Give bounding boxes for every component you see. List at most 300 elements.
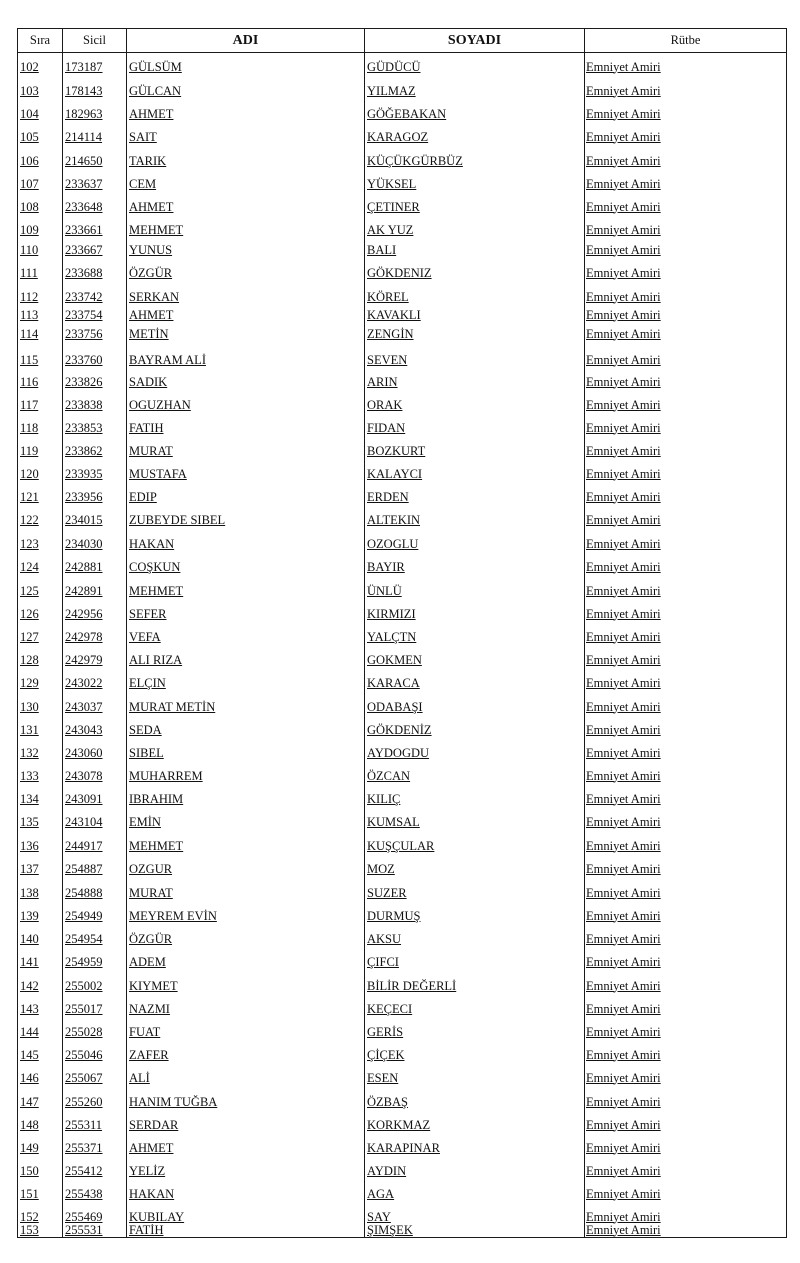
cell-adi (127, 1039, 365, 1062)
cell-sicil-text: 173187 (65, 59, 103, 74)
cell-rutbe (585, 280, 787, 304)
cell-sira (18, 644, 63, 667)
cell-rutbe-text: Emniyet Amiri (586, 1024, 661, 1039)
cell-rutbe (585, 322, 787, 341)
cell-rutbe-text: Emniyet Amiri (586, 1094, 661, 1109)
cell-rutbe (585, 1062, 787, 1085)
cell-soyadi (365, 527, 585, 551)
cell-sicil (63, 257, 127, 280)
cell-rutbe (585, 1155, 787, 1178)
cell-sira-text: 133 (20, 768, 39, 783)
cell-soyadi (365, 98, 585, 121)
cell-rutbe (585, 1085, 787, 1109)
cell-rutbe-text: Emniyet Amiri (586, 129, 661, 144)
cell-soyadi-text: KARACA (367, 675, 420, 690)
cell-adi-text: HAKAN (129, 1186, 175, 1201)
cell-sira (18, 389, 63, 412)
cell-soyadi (365, 168, 585, 191)
cell-sira (18, 969, 63, 993)
cell-soyadi (365, 946, 585, 969)
cell-adi-text: ELÇIN (129, 675, 166, 690)
cell-sicil-text: 233756 (65, 326, 103, 341)
cell-adi (127, 237, 365, 257)
cell-sicil (63, 1016, 127, 1039)
cell-soyadi-text: BOZKURT (367, 443, 426, 458)
cell-rutbe-text: Emniyet Amiri (586, 606, 661, 621)
cell-adi-text: FATIH (129, 420, 164, 435)
cell-sira-text: 147 (20, 1094, 39, 1109)
cell-rutbe-text: Emniyet Amiri (586, 1001, 661, 1016)
table-row (18, 367, 787, 389)
cell-sira (18, 237, 63, 257)
cell-adi-text: SERKAN (129, 289, 180, 304)
cell-soyadi (365, 214, 585, 237)
cell-soyadi (365, 304, 585, 322)
cell-rutbe (585, 53, 787, 74)
cell-sira-text: 121 (20, 489, 39, 504)
cell-rutbe (585, 144, 787, 168)
cell-adi-text: HANIM TUĞBA (129, 1094, 218, 1109)
cell-sicil (63, 458, 127, 481)
cell-adi-text: MEHMET (129, 583, 184, 598)
cell-adi (127, 481, 365, 504)
cell-sira-text: 122 (20, 512, 39, 527)
cell-sicil (63, 783, 127, 806)
cell-soyadi-text: KILIÇ (367, 791, 401, 806)
cell-sicil (63, 574, 127, 598)
cell-sicil (63, 1085, 127, 1109)
cell-soyadi (365, 481, 585, 504)
cell-sira (18, 1039, 63, 1062)
cell-sicil-text: 255371 (65, 1140, 103, 1155)
table-row (18, 74, 787, 98)
cell-adi (127, 714, 365, 737)
cell-rutbe (585, 237, 787, 257)
cell-sicil-text: 243078 (65, 768, 103, 783)
cell-adi-text: AHMET (129, 199, 174, 214)
cell-sira (18, 1132, 63, 1155)
table-row (18, 1224, 787, 1238)
cell-sicil (63, 737, 127, 760)
cell-rutbe (585, 304, 787, 322)
cell-rutbe (585, 389, 787, 412)
cell-sira-text: 102 (20, 59, 39, 74)
table-row (18, 1039, 787, 1062)
cell-rutbe (585, 435, 787, 458)
cell-sicil (63, 551, 127, 574)
cell-sira-text: 104 (20, 106, 39, 121)
cell-sicil-text: 255017 (65, 1001, 103, 1016)
cell-sira (18, 1062, 63, 1085)
cell-soyadi-text: SUZER (367, 885, 407, 900)
cell-adi (127, 98, 365, 121)
cell-sicil-text: 243060 (65, 745, 103, 760)
cell-soyadi (365, 1109, 585, 1132)
cell-sicil (63, 969, 127, 993)
cell-adi-text: ZAFER (129, 1047, 169, 1062)
cell-sira-text: 150 (20, 1163, 39, 1178)
cell-soyadi (365, 1016, 585, 1039)
cell-adi (127, 760, 365, 783)
cell-sira-text: 118 (20, 420, 39, 435)
cell-sira (18, 1016, 63, 1039)
cell-sira (18, 667, 63, 690)
cell-sicil-text: 233688 (65, 265, 103, 280)
cell-soyadi-text: KIRMIZI (367, 606, 416, 621)
cell-soyadi-text: AK YUZ (367, 222, 414, 237)
cell-sicil (63, 1039, 127, 1062)
table-row (18, 1201, 787, 1224)
cell-rutbe-text: Emniyet Amiri (586, 466, 661, 481)
cell-adi-text: METİN (129, 326, 169, 341)
cell-adi (127, 504, 365, 527)
cell-rutbe (585, 191, 787, 214)
cell-sicil (63, 876, 127, 900)
table-row (18, 280, 787, 304)
cell-sira (18, 214, 63, 237)
table-row (18, 667, 787, 690)
cell-adi (127, 74, 365, 98)
cell-rutbe (585, 168, 787, 191)
cell-adi-text: MURAT (129, 885, 173, 900)
cell-adi (127, 1062, 365, 1085)
cell-rutbe-text: Emniyet Amiri (586, 326, 661, 341)
cell-sicil-text: 255438 (65, 1186, 103, 1201)
cell-sicil (63, 690, 127, 714)
cell-adi (127, 1016, 365, 1039)
cell-soyadi (365, 280, 585, 304)
cell-rutbe-text: Emniyet Amiri (586, 242, 661, 257)
table-row (18, 389, 787, 412)
cell-sicil-text: 243091 (65, 791, 103, 806)
cell-sicil (63, 341, 127, 367)
cell-sicil-text: 255067 (65, 1070, 103, 1085)
cell-adi (127, 322, 365, 341)
cell-rutbe-text: Emniyet Amiri (586, 908, 661, 923)
cell-sira-text: 110 (20, 242, 39, 257)
cell-rutbe (585, 1109, 787, 1132)
cell-adi-text: GÜLCAN (129, 83, 182, 98)
table-row (18, 829, 787, 853)
cell-sira (18, 690, 63, 714)
cell-adi (127, 783, 365, 806)
cell-sicil (63, 1062, 127, 1085)
cell-adi (127, 667, 365, 690)
cell-soyadi (365, 714, 585, 737)
cell-sicil (63, 1109, 127, 1132)
cell-soyadi-text: KUŞÇULAR (367, 838, 435, 853)
cell-adi (127, 598, 365, 621)
cell-sicil-text: 255046 (65, 1047, 103, 1062)
cell-rutbe (585, 690, 787, 714)
cell-soyadi (365, 1039, 585, 1062)
cell-adi-text: AHMET (129, 1140, 174, 1155)
personnel-table (17, 28, 787, 1238)
cell-adi (127, 621, 365, 644)
cell-sira-text: 146 (20, 1070, 39, 1085)
cell-rutbe-text: Emniyet Amiri (586, 814, 661, 829)
cell-sicil-text: 233648 (65, 199, 103, 214)
cell-sira-text: 138 (20, 885, 39, 900)
cell-rutbe-text: Emniyet Amiri (586, 222, 661, 237)
cell-sicil (63, 389, 127, 412)
cell-soyadi-text: BAYIR (367, 559, 405, 574)
cell-sira (18, 322, 63, 341)
cell-soyadi-text: GERİS (367, 1024, 404, 1039)
table-row (18, 598, 787, 621)
cell-soyadi (365, 551, 585, 574)
cell-soyadi (365, 690, 585, 714)
cell-sira (18, 853, 63, 876)
cell-sira-text: 144 (20, 1024, 39, 1039)
cell-soyadi (365, 1062, 585, 1085)
cell-adi (127, 168, 365, 191)
cell-soyadi-text: ZENGİN (367, 326, 414, 341)
personnel-list-sheet (17, 28, 786, 1238)
table-row (18, 237, 787, 257)
cell-adi-text: VEFA (129, 629, 161, 644)
cell-soyadi-text: YÜKSEL (367, 176, 417, 191)
cell-soyadi (365, 257, 585, 280)
cell-sira-text: 112 (20, 289, 39, 304)
cell-adi-text: TARIK (129, 153, 167, 168)
cell-soyadi (365, 74, 585, 98)
cell-sira-text: 132 (20, 745, 39, 760)
cell-adi (127, 1109, 365, 1132)
table-row (18, 644, 787, 667)
cell-adi-text: SEDA (129, 722, 162, 737)
cell-rutbe-text: Emniyet Amiri (586, 106, 661, 121)
cell-sira-text: 123 (20, 536, 39, 551)
table-row (18, 923, 787, 946)
table-row (18, 412, 787, 435)
cell-rutbe-text: Emniyet Amiri (586, 397, 661, 412)
cell-rutbe-text: Emniyet Amiri (586, 978, 661, 993)
cell-soyadi-text: ÇİÇEK (367, 1047, 405, 1062)
table-row (18, 53, 787, 74)
cell-sira-text: 127 (20, 629, 39, 644)
cell-rutbe (585, 257, 787, 280)
cell-soyadi-text: ODABAŞI (367, 699, 423, 714)
cell-sicil-text: 234015 (65, 512, 103, 527)
cell-sira (18, 621, 63, 644)
cell-sira-text: 124 (20, 559, 39, 574)
cell-adi-text: SAIT (129, 129, 157, 144)
cell-rutbe-text: Emniyet Amiri (586, 722, 661, 737)
cell-soyadi-text: KUMSAL (367, 814, 420, 829)
cell-sicil (63, 1155, 127, 1178)
cell-sira (18, 923, 63, 946)
cell-soyadi (365, 367, 585, 389)
table-row (18, 214, 787, 237)
cell-soyadi (365, 760, 585, 783)
cell-rutbe-text: Emniyet Amiri (586, 861, 661, 876)
cell-sicil-text: 244917 (65, 838, 103, 853)
cell-sicil (63, 993, 127, 1016)
cell-soyadi (365, 1201, 585, 1224)
cell-rutbe-text: Emniyet Amiri (586, 374, 661, 389)
cell-sira (18, 829, 63, 853)
cell-adi-text: FATİH (129, 1223, 164, 1237)
cell-sira (18, 993, 63, 1016)
cell-adi (127, 304, 365, 322)
cell-adi (127, 946, 365, 969)
table-row (18, 435, 787, 458)
cell-soyadi-text: KALAYCI (367, 466, 423, 481)
cell-rutbe (585, 1039, 787, 1062)
cell-rutbe (585, 341, 787, 367)
cell-adi (127, 1155, 365, 1178)
header-row (18, 29, 787, 53)
cell-rutbe (585, 900, 787, 923)
cell-soyadi-text: ORAK (367, 397, 403, 412)
cell-rutbe-text: Emniyet Amiri (586, 768, 661, 783)
cell-sicil-text: 234030 (65, 536, 103, 551)
cell-sicil (63, 144, 127, 168)
table-row (18, 574, 787, 598)
cell-rutbe-text: Emniyet Amiri (586, 489, 661, 504)
cell-sicil-text: 243037 (65, 699, 103, 714)
cell-sicil-text: 242979 (65, 652, 103, 667)
cell-rutbe (585, 644, 787, 667)
cell-sira (18, 574, 63, 598)
cell-sicil (63, 237, 127, 257)
cell-rutbe-text: Emniyet Amiri (586, 352, 661, 367)
cell-sicil (63, 412, 127, 435)
cell-rutbe-text: Emniyet Amiri (586, 59, 661, 74)
cell-soyadi (365, 322, 585, 341)
cell-sicil-text: 233661 (65, 222, 103, 237)
header-adi: ADI (127, 29, 365, 53)
cell-adi-text: ÖZGÜR (129, 265, 173, 280)
cell-sira (18, 1201, 63, 1224)
cell-adi-text: COŞKUN (129, 559, 181, 574)
cell-sicil-text: 233637 (65, 176, 103, 191)
cell-rutbe-text: Emniyet Amiri (586, 176, 661, 191)
cell-soyadi-text: KORKMAZ (367, 1117, 431, 1132)
cell-sicil-text: 255260 (65, 1094, 103, 1109)
cell-sira (18, 304, 63, 322)
cell-sicil-text: 178143 (65, 83, 103, 98)
table-row (18, 168, 787, 191)
cell-soyadi (365, 806, 585, 829)
cell-adi (127, 121, 365, 144)
cell-sicil (63, 760, 127, 783)
cell-sira-text: 105 (20, 129, 39, 144)
cell-rutbe (585, 714, 787, 737)
table-row (18, 1178, 787, 1201)
cell-rutbe (585, 214, 787, 237)
cell-soyadi (365, 1132, 585, 1155)
cell-sira-text: 116 (20, 374, 39, 389)
header-sicil: Sicil (63, 29, 127, 53)
cell-adi (127, 876, 365, 900)
cell-sira-text: 128 (20, 652, 39, 667)
table-row (18, 304, 787, 322)
cell-sicil-text: 254887 (65, 861, 103, 876)
cell-sira (18, 121, 63, 144)
cell-sicil-text: 182963 (65, 106, 103, 121)
cell-rutbe (585, 481, 787, 504)
cell-soyadi-text: ERDEN (367, 489, 409, 504)
cell-rutbe (585, 458, 787, 481)
cell-sira-text: 107 (20, 176, 39, 191)
cell-sicil-text: 233956 (65, 489, 103, 504)
cell-rutbe-text: Emniyet Amiri (586, 583, 661, 598)
cell-sicil (63, 829, 127, 853)
cell-sicil-text: 233935 (65, 466, 103, 481)
cell-sicil-text: 255412 (65, 1163, 103, 1178)
cell-sicil (63, 923, 127, 946)
cell-sira-text: 145 (20, 1047, 39, 1062)
header-soyadi: SOYADI (365, 29, 585, 53)
cell-sira-text: 151 (20, 1186, 39, 1201)
cell-soyadi-text: ÖZBAŞ (367, 1094, 408, 1109)
table-row (18, 191, 787, 214)
cell-adi (127, 53, 365, 74)
cell-sira (18, 1155, 63, 1178)
table-row (18, 853, 787, 876)
cell-soyadi-text: MOZ (367, 861, 395, 876)
cell-soyadi-text: KARAGOZ (367, 129, 429, 144)
cell-adi (127, 1085, 365, 1109)
cell-rutbe-text: Emniyet Amiri (586, 675, 661, 690)
cell-sira (18, 257, 63, 280)
cell-adi-text: EMİN (129, 814, 161, 829)
cell-adi-text: MURAT (129, 443, 173, 458)
cell-sira-text: 153 (20, 1223, 39, 1237)
cell-sicil-text: 255002 (65, 978, 103, 993)
cell-sira-text: 141 (20, 954, 39, 969)
header-rutbe: Rütbe (585, 29, 787, 53)
cell-rutbe-text: Emniyet Amiri (586, 536, 661, 551)
cell-soyadi-text: ÇIFCI (367, 954, 399, 969)
cell-sira (18, 98, 63, 121)
cell-sicil-text: 233862 (65, 443, 103, 458)
cell-sira (18, 946, 63, 969)
table-row (18, 714, 787, 737)
cell-adi-text: MURAT METİN (129, 699, 216, 714)
cell-sicil (63, 1201, 127, 1224)
cell-soyadi (365, 969, 585, 993)
cell-sira (18, 341, 63, 367)
cell-adi-text: MEHMET (129, 222, 184, 237)
table-row (18, 993, 787, 1016)
cell-rutbe (585, 760, 787, 783)
cell-soyadi-text: OZOGLU (367, 536, 419, 551)
cell-soyadi (365, 121, 585, 144)
cell-adi-text: AHMET (129, 307, 174, 322)
cell-sira (18, 367, 63, 389)
cell-sicil (63, 598, 127, 621)
cell-sicil (63, 214, 127, 237)
table-row (18, 1155, 787, 1178)
table-row (18, 760, 787, 783)
cell-sicil-text: 243022 (65, 675, 103, 690)
cell-sira (18, 1178, 63, 1201)
cell-rutbe (585, 783, 787, 806)
cell-adi-text: MEYREM EVİN (129, 908, 217, 923)
cell-rutbe-text: Emniyet Amiri (586, 838, 661, 853)
cell-soyadi (365, 574, 585, 598)
cell-adi (127, 1201, 365, 1224)
cell-sicil-text: 242956 (65, 606, 103, 621)
table-row (18, 98, 787, 121)
cell-rutbe-text: Emniyet Amiri (586, 289, 661, 304)
cell-sira-text: 103 (20, 83, 39, 98)
cell-adi (127, 367, 365, 389)
cell-rutbe-text: Emniyet Amiri (586, 1209, 661, 1224)
